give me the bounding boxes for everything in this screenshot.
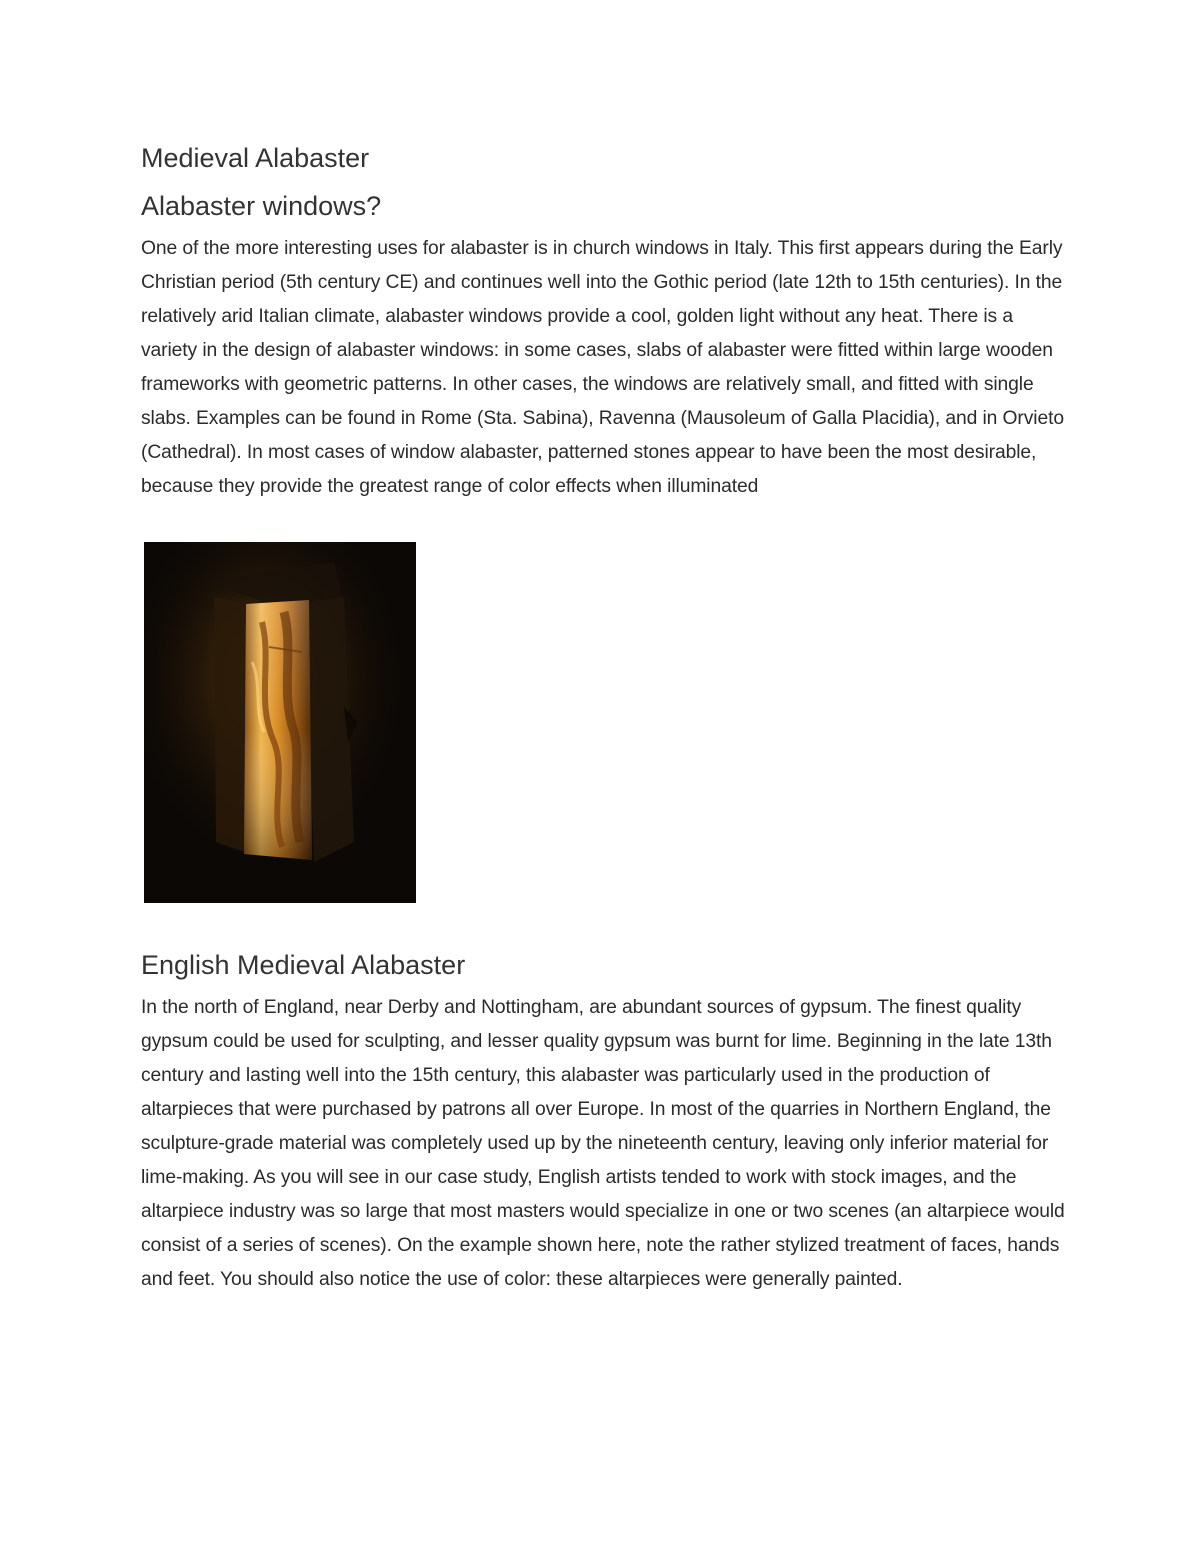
alabaster-window-illustration bbox=[144, 542, 416, 903]
section-body-alabaster-windows: One of the more interesting uses for alabaster is in church windows in Italy. This first appears during the Early Christian period (5th century CE) and continues well into the Gothic period (late 12th to 15th centuries). In the relatively arid Italian climate, alabaster windows provide a cool, golden light without any heat. There is a variety in the design of alabaster windows: in some cases, slabs of alabaster were fitted within large wooden frameworks with geometric patterns. In other cases, the windows are relatively small, and fitted with single slabs. Examples can be found in Rome (Sta. Sabina), Ravenna (Mausoleum of Galla Placidia), and in Orvieto (Cathedral). In most cases of window alabaster, patterned stones appear to have been the most desirable, because they provide the greatest range of color effects when illuminated bbox=[141, 238, 1064, 497]
section-heading-english-medieval-alabaster: English Medieval Alabaster bbox=[141, 950, 466, 980]
section-heading-alabaster-windows: Alabaster windows? bbox=[141, 191, 382, 221]
section-body-english-medieval-alabaster: In the north of England, near Derby and Nottingham, are abundant sources of gypsum. The finest quality gypsum could be used for sculpting, and lesser quality gypsum was burnt for lime. Beginning in the late 13th century and lasting well into the 15th century, this alabaster was particularly used in the production of altarpieces that were purchased by patrons all over Europe. In most of the quarries in Northern England, the sculpture-grade material was completely used up by the nineteenth century, leaving only inferior material for lime-making. As you will see in our case study, English artists tended to work with stock images, and the altarpiece industry was so large that most masters would specialize in one or two scenes (an altarpiece would consist of a series of scenes). On the example shown here, note the rather stylized treatment of faces, hands and feet. You should also notice the use of color: these altarpieces were generally painted. bbox=[141, 997, 1065, 1290]
alabaster-window-photo bbox=[144, 542, 416, 903]
document-page bbox=[141, 138, 1066, 1297]
page-title: Medieval Alabaster bbox=[141, 143, 370, 173]
